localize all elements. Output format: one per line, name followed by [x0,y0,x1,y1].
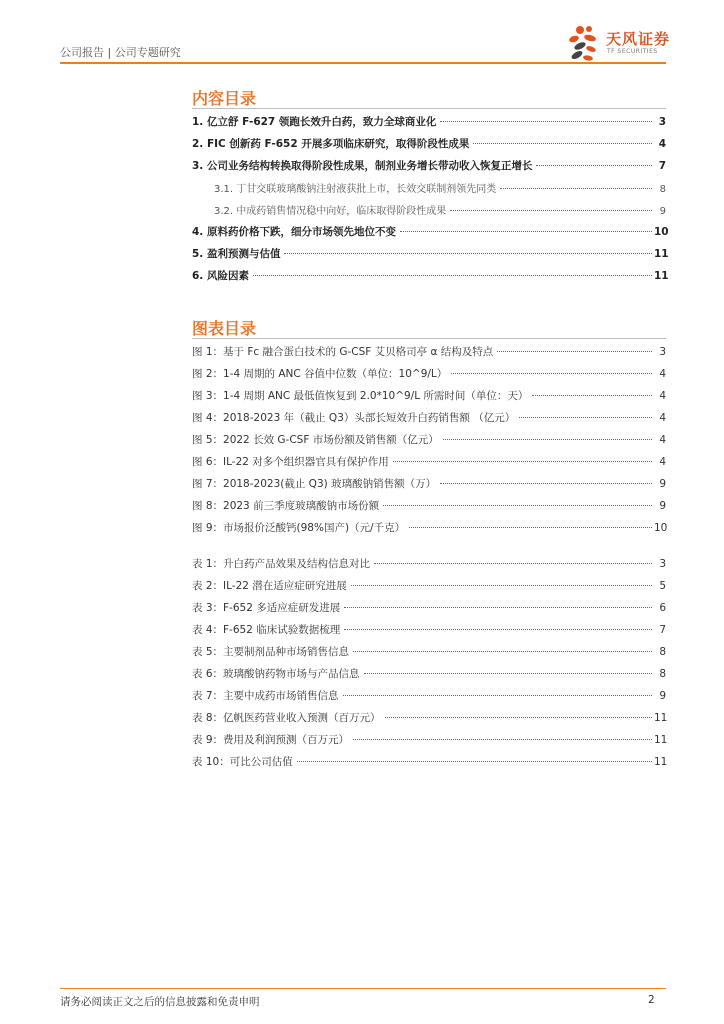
table-entry-label: 表 1：升白药产品效果及结构信息对比 [192,558,371,570]
table-entry[interactable] [0,600,724,616]
table-entry-page: 11 [654,734,668,746]
figure-entry-page: 9 [659,478,666,490]
table-entry[interactable] [0,666,724,682]
leader-dots [353,739,652,740]
leader-dots [343,695,652,696]
figure-entry[interactable] [0,520,724,536]
figure-entry-page: 3 [659,346,666,358]
toc-entry[interactable] [0,158,724,174]
leader-dots [473,143,652,144]
leader-dots [374,563,652,564]
contents-title-rule [192,108,666,109]
toc-entry-page: 4 [658,138,666,150]
figure-entry-page: 4 [659,412,666,424]
toc-subentry[interactable] [0,202,724,218]
figure-entry-page: 10 [654,522,668,534]
leader-dots [344,607,652,608]
table-entry-page: 8 [659,646,666,658]
company-logo [566,24,676,64]
leader-dots [451,373,652,374]
leader-dots [383,505,652,506]
toc-entry[interactable] [0,114,724,130]
leader-dots [297,761,652,762]
table-entry-label: 表 9：费用及利润预测（百万元） [192,734,350,746]
table-entry[interactable] [0,578,724,594]
table-entry-page: 11 [654,756,668,768]
figure-entry[interactable] [0,344,724,360]
table-entry-label: 表 8：亿帆医药营业收入预测（百万元） [192,712,381,724]
leader-dots [409,527,652,528]
leader-dots [500,188,652,189]
leader-dots [443,439,652,440]
table-entry[interactable] [0,556,724,572]
leader-dots [393,461,652,462]
leader-dots [440,483,652,484]
table-entry-label: 表 10：可比公司估值 [192,756,293,768]
table-entry[interactable] [0,644,724,660]
table-entry-label: 表 3：F-652 多适应症研发进展 [192,602,341,614]
leader-dots [385,717,652,718]
logo-english-name: TF SECURITIES [607,48,658,55]
toc-entry[interactable] [0,224,724,240]
figure-entry-label: 图 9：市场报价泛酸钙(98%国产)（元/千克） [192,522,406,534]
page-number: 2 [648,994,655,1006]
figure-entry[interactable] [0,476,724,492]
figure-entry-label: 图 5：2022 长效 G-CSF 市场份额及销售额（亿元） [192,434,439,446]
table-entry-page: 5 [659,580,666,592]
table-entry-page: 7 [659,624,666,636]
figure-entry-label: 图 2：1-4 周期的 ANC 谷值中位数（单位：10^9/L） [192,368,448,380]
toc-entry-label: 5. 盈利预测与估值 [192,248,281,260]
figure-entry-label: 图 8：2023 前三季度玻璃酸钠市场份额 [192,500,380,512]
toc-entry-page: 7 [658,160,666,172]
leader-dots [440,121,652,122]
figure-entry[interactable] [0,432,724,448]
leader-dots [450,210,652,211]
table-entry-page: 11 [654,712,668,724]
figures-title: 图表目录 [192,319,257,338]
figures-title-rule [192,338,666,339]
toc-entry-label: 3. 公司业务结构转换取得阶段性成果，制剂业务增长带动收入恢复正增长 [192,160,533,172]
toc-entry-page: 10 [654,226,669,238]
table-entry-label: 表 5：主要制剂品种市场销售信息 [192,646,350,658]
figure-entry-label: 图 7：2018-2023(截止 Q3) 玻璃酸钠销售额（万） [192,478,437,490]
figure-entry-page: 4 [659,390,666,402]
figure-entry-page: 4 [659,456,666,468]
figure-entry-label: 图 4：2018-2023 年（截止 Q3）头部长短效升白药销售额 （亿元） [192,412,516,424]
figure-entry[interactable] [0,366,724,382]
leader-dots [353,651,652,652]
figure-entry[interactable] [0,454,724,470]
toc-entry-page: 11 [654,270,669,282]
header-divider [60,62,666,64]
figure-entry-label: 图 6：IL-22 对多个组织器官具有保护作用 [192,456,389,468]
figure-entry-page: 4 [659,368,666,380]
report-type-label: 公司报告 | 公司专题研究 [60,46,181,59]
toc-entry-label: 1. 亿立舒 F-627 领跑长效升白药，致力全球商业化 [192,116,437,128]
leader-dots [536,165,652,166]
logo-chinese-name: 天风证券 [606,30,671,48]
leader-dots [344,629,652,630]
table-entry[interactable] [0,622,724,638]
toc-entry-label: 4. 原料药价格下跌，细分市场领先地位不变 [192,226,396,238]
toc-subentry[interactable] [0,180,724,196]
table-entry-label: 表 7：主要中成药市场销售信息 [192,690,339,702]
leader-dots [351,585,652,586]
toc-entry[interactable] [0,268,724,284]
table-entry-page: 9 [659,690,666,702]
toc-entry-page: 9 [659,206,666,217]
toc-entry-label: 2. FIC 创新药 F-652 开展多项临床研究，取得阶段性成果 [192,138,470,150]
table-entry[interactable] [0,754,724,770]
table-entry-label: 表 6：玻璃酸钠药物市场与产品信息 [192,668,360,680]
contents-title: 内容目录 [192,89,257,108]
toc-entry-label: 6. 风险因素 [192,270,249,282]
table-entry[interactable] [0,732,724,748]
table-entry[interactable] [0,688,724,704]
leader-dots [400,231,652,232]
table-entry-page: 8 [659,668,666,680]
leader-dots [532,395,652,396]
leader-dots [364,673,652,674]
leader-dots [519,417,652,418]
leader-dots [497,351,652,352]
toc-entry-page: 8 [659,184,666,195]
toc-entry[interactable] [0,136,724,152]
toc-entry-page: 3 [658,116,666,128]
figure-entry[interactable] [0,388,724,404]
figure-entry[interactable] [0,410,724,426]
footer-divider [60,988,666,989]
figure-entry-page: 9 [659,500,666,512]
leader-dots [253,275,652,276]
toc-entry-label: 3.1. 丁甘交联玻璃酸钠注射液获批上市，长效交联制剂领先同类 [214,184,497,195]
toc-entry-page: 11 [654,248,669,260]
toc-entry[interactable] [0,246,724,262]
figure-entry-label: 图 3：1-4 周期 ANC 最低值恢复到 2.0*10^9/L 所需时间（单位：天） [192,390,529,402]
table-entry-page: 3 [659,558,666,570]
footer-disclaimer: 请务必阅读正文之后的信息披露和免责申明 [60,996,260,1008]
toc-entry-label: 3.2. 中成药销售情况稳中向好，临床取得阶段性成果 [214,206,447,217]
table-entry[interactable] [0,710,724,726]
leader-dots [284,253,652,254]
tf-logo-icon [566,24,602,62]
table-entry-label: 表 2：IL-22 潜在适应症研究进展 [192,580,347,592]
table-entry-label: 表 4：F-652 临床试验数据梳理 [192,624,341,636]
table-entry-page: 6 [659,602,666,614]
figure-entry-label: 图 1：基于 Fc 融合蛋白技术的 G-CSF 艾贝格司亭 α 结构及特点 [192,346,494,358]
figure-entry[interactable] [0,498,724,514]
figure-entry-page: 4 [659,434,666,446]
